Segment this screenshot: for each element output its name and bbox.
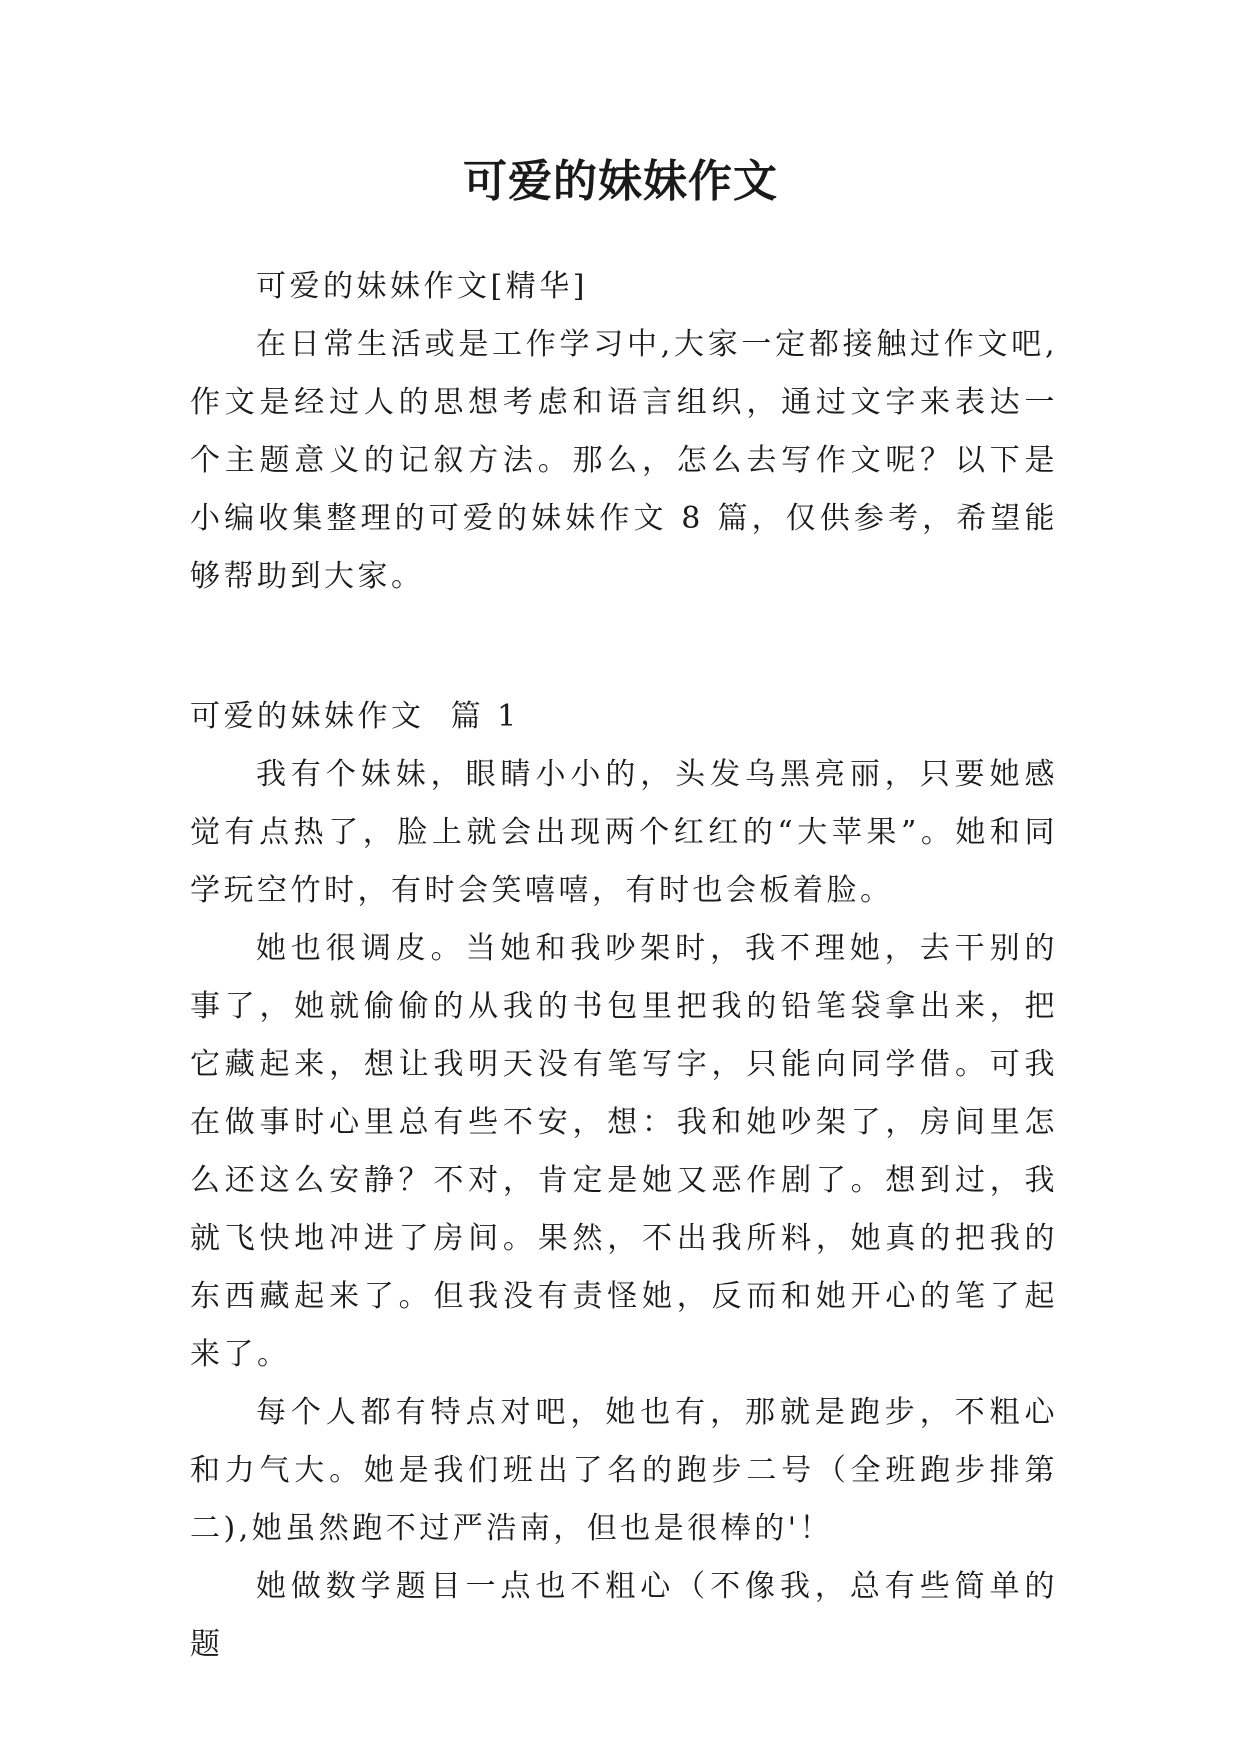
paragraph: 她做数学题目一点也不粗心（不像我，总有些简单的题	[190, 1569, 1058, 1662]
paragraph: 每个人都有特点对吧，她也有，那就是跑步，不粗心和力气大。她是我们班出了名的跑步二号（全班跑步排第二),她虽然跑不过严浩南，但也是很棒的'！	[190, 1395, 1058, 1546]
document-title: 可爱的妹妹作文	[463, 156, 778, 207]
essay-section	[190, 688, 1058, 1674]
paragraph: 她也很调皮。当她和我吵架时，我不理她，去干别的事了，她就偷偷的从我的书包里把我的铅笔袋拿出来，把它藏起来，想让我明天没有笔写字，只能向同学借。可我在做事时心里总有些不安，想：我和她吵架了，房间里怎么还这么安静？不对，肯定是她又恶作剧了。想到过，我就飞快地冲进了房间。果然，不出我所料，她真的把我的东西藏起来了。但我没有责怪她，反而和她开心的笔了起来了。	[190, 931, 1058, 1372]
section-heading: 可爱的妹妹作文 篇 1	[190, 699, 520, 734]
paragraph: 我有个妹妹，眼睛小小的，头发乌黑亮丽，只要她感觉有点热了，脸上就会出现两个红红的“大苹果”。她和同学玩空竹时，有时会笑嘻嘻，有时也会板着脸。	[190, 757, 1058, 908]
intro-block	[190, 258, 1058, 606]
intro-subtitle: 可爱的妹妹作文[精华]	[256, 269, 588, 304]
intro-paragraph: 在日常生活或是工作学习中,大家一定都接触过作文吧,作文是经过人的思想考虑和语言组织，通过文字来表达一个主题意义的记叙方法。那么，怎么去写作文呢？以下是小编收集整理的可爱的妹妹作文 8 篇，仅供参考，希望能够帮助到大家。	[190, 327, 1058, 594]
